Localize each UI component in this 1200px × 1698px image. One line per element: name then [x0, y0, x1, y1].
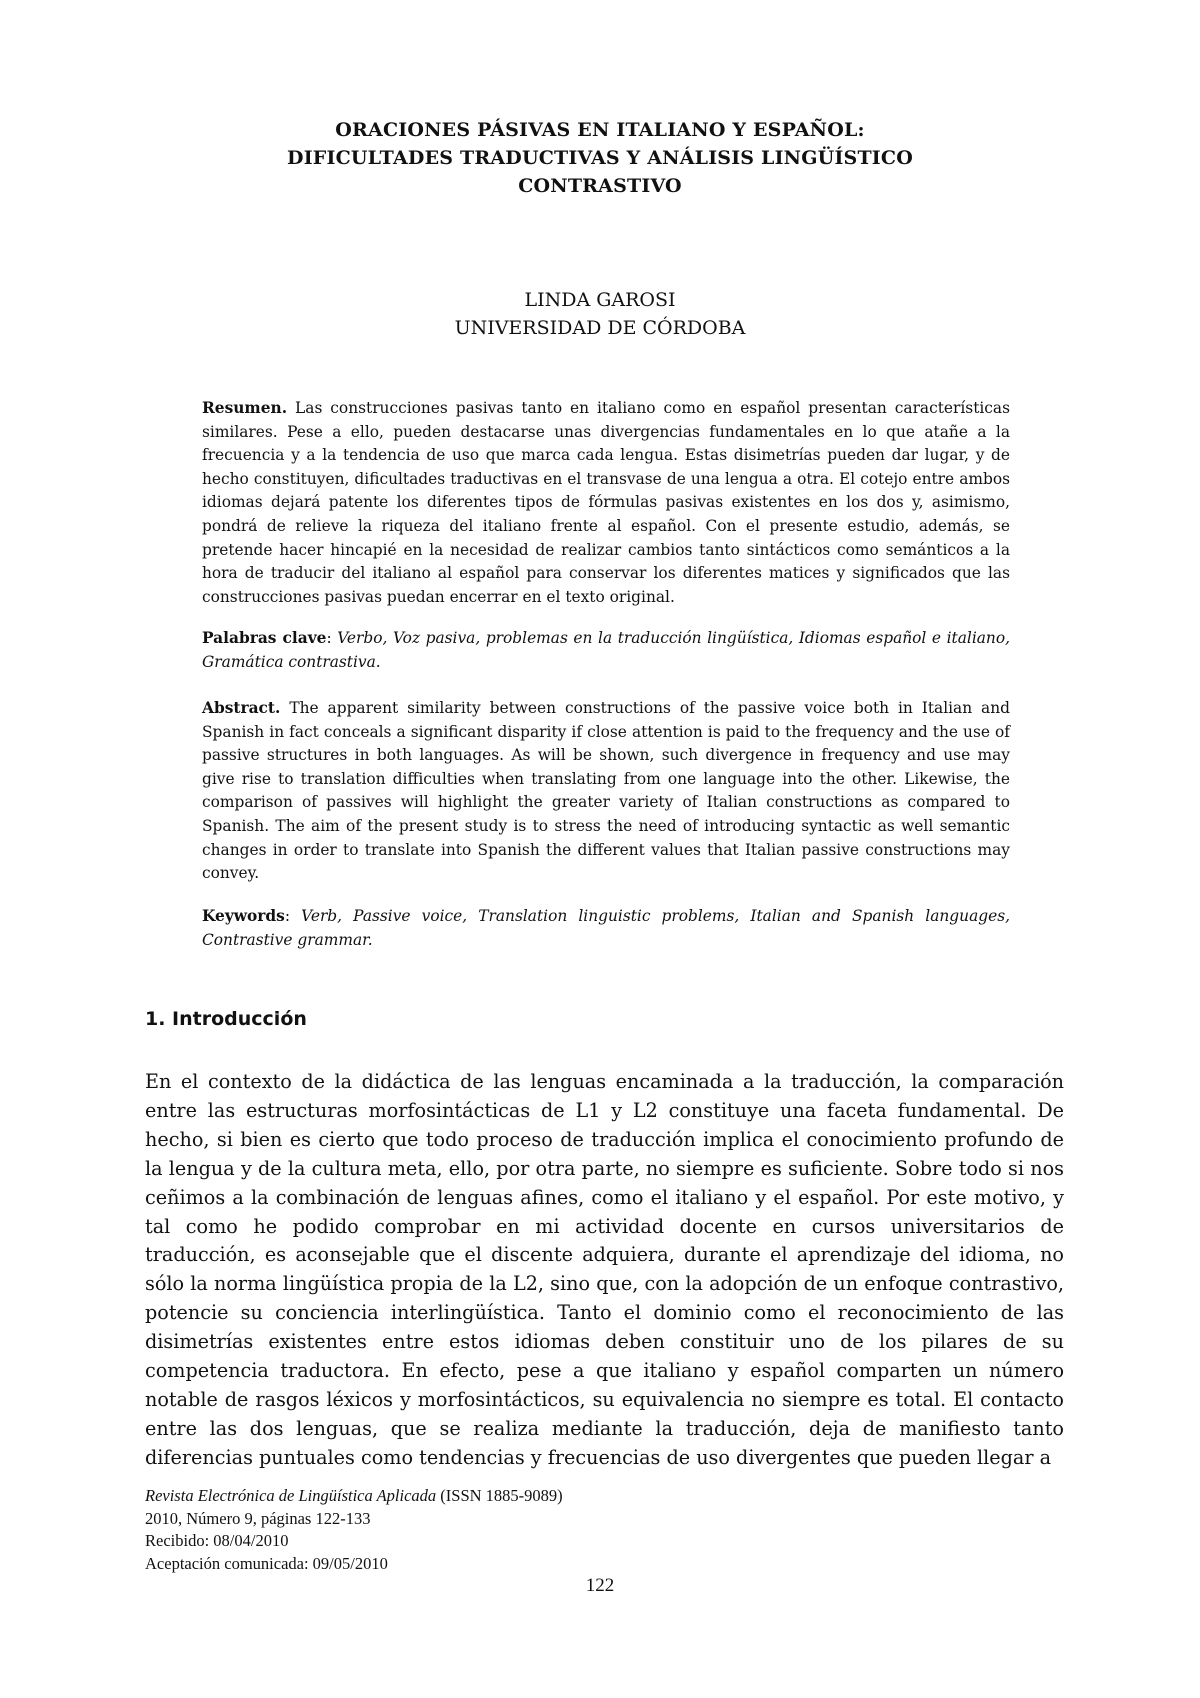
- author-block: [150, 286, 1050, 342]
- journal-issn: (ISSN 1885-9089): [436, 1486, 563, 1505]
- journal-name: Revista Electrónica de Lingüística Aplicada: [145, 1486, 437, 1505]
- footer-accepted: Aceptación comunicada: 09/05/2010: [145, 1553, 388, 1573]
- abstract-label: Abstract.: [202, 699, 281, 717]
- paper-title: [150, 116, 1050, 200]
- footer-citation: [145, 1485, 563, 1575]
- introduction-paragraph: En el contexto de la didáctica de las lenguas encaminada a la traducción, la comparación entre las estructuras morfosintácticas de L1 y L2 constituye una faceta fundamental. De hecho, si bien es cierto que todo proceso de traducción implica el conocimiento profundo de la lengua y de la cultura meta, ello, por otra parte, no siempre es suficiente. Sobre todo si nos ceñimos a la combinación de lenguas afines, como el italiano y el español. Por este motivo, y tal como he podido comprobar en mi actividad docente en cursos universitarios de traducción, es aconsejable que el discente adquiera, durante el aprendizaje del idioma, no sólo la norma lingüística propia de la L2, sino que, con la adopción de un enfoque contrastivo, potencie su conciencia interlingüística. Tanto el dominio como el reconocimiento de las disimetrías existentes entre estos idiomas deben constituir uno de los pilares de su competencia traductora. En efecto, pese a que italiano y español comparten un número notable de rasgos léxicos y morfosintácticos, su equivalencia no siempre es total. El contacto entre las dos lenguas, que se realiza mediante la traducción, deja de manifiesto tanto diferencias puntuales como tendencias y frecuencias de uso divergentes que pueden llegar a: [145, 1070, 1064, 1469]
- footer-journal-line: [145, 1485, 563, 1508]
- keywords-paragraph: [202, 905, 1010, 952]
- abstract-paragraph: [202, 697, 1010, 886]
- palabras-clave-paragraph: [202, 627, 1010, 674]
- title-line-2: DIFICULTADES TRADUCTIVAS Y ANÁLISIS LINGÜÍSTICO: [287, 147, 913, 169]
- resumen-label: Resumen.: [202, 399, 288, 417]
- keywords-label: Keywords: [202, 907, 285, 925]
- keywords-text: Verb, Passive voice, Translation linguistic problems, Italian and Spanish languages, Contrastive grammar.: [202, 907, 1010, 949]
- author-name: LINDA GAROSI: [524, 289, 676, 311]
- author-affiliation: UNIVERSIDAD DE CÓRDOBA: [454, 317, 746, 339]
- title-line-1: ORACIONES PÁSIVAS EN ITALIANO Y ESPAÑOL:: [335, 119, 865, 141]
- abstract-text: The apparent similarity between constructions of the passive voice both in Italian and Spanish in fact conceals a significant disparity if close attention is paid to the frequency and the use of passive structures in both languages. As will be shown, such divergence in frequency and use may give rise to translation difficulties when translating from one language into the other. Likewise, the comparison of passives will highlight the greater variety of Italian constructions as compared to Spanish. The aim of the present study is to stress the need of introducing syntactic as well semantic changes in order to translate into Spanish the different values that Italian passive constructions may convey.: [202, 699, 1011, 883]
- palabras-clave-separator: :: [326, 629, 332, 647]
- resumen-paragraph: [202, 397, 1010, 609]
- page-number: 122: [585, 1575, 615, 1596]
- footer-received: Recibido: 08/04/2010: [145, 1531, 289, 1550]
- keywords-separator: :: [284, 907, 291, 925]
- footer-issue: 2010, Número 9, páginas 122-133: [145, 1508, 371, 1528]
- palabras-clave-label: Palabras clave: [202, 629, 327, 647]
- section-heading: 1. Introducción: [145, 1008, 307, 1030]
- resumen-text: Las construcciones pasivas tanto en italiano como en español presentan características similares. Pese a ello, pueden destacarse unas divergencias fundamentales en lo que atañe a la frecuencia y a la tendencia de uso que marca cada lengua. Estas disimetrías pueden dar lugar, y de hecho constituyen, dificultades traductivas en el transvase de una lengua a otra. El cotejo entre ambos idiomas dejará patente los diferentes tipos de fórmulas pasivas existentes en los dos y, asimismo, pondrá de relieve la riqueza del italiano frente al español. Con el presente estudio, además, se pretende hacer hincapié en la necesidad de realizar cambios tanto sintácticos como semánticos a la hora de traducir del italiano al español para conservar los diferentes matices y significados que las construcciones pasivas puedan encerrar en el texto original.: [202, 399, 1010, 606]
- title-line-3: CONTRASTIVO: [518, 175, 682, 197]
- palabras-clave-text: Verbo, Voz pasiva, problemas en la traducción lingüística, Idiomas español e italiano, Gramática contrastiva.: [202, 629, 1010, 671]
